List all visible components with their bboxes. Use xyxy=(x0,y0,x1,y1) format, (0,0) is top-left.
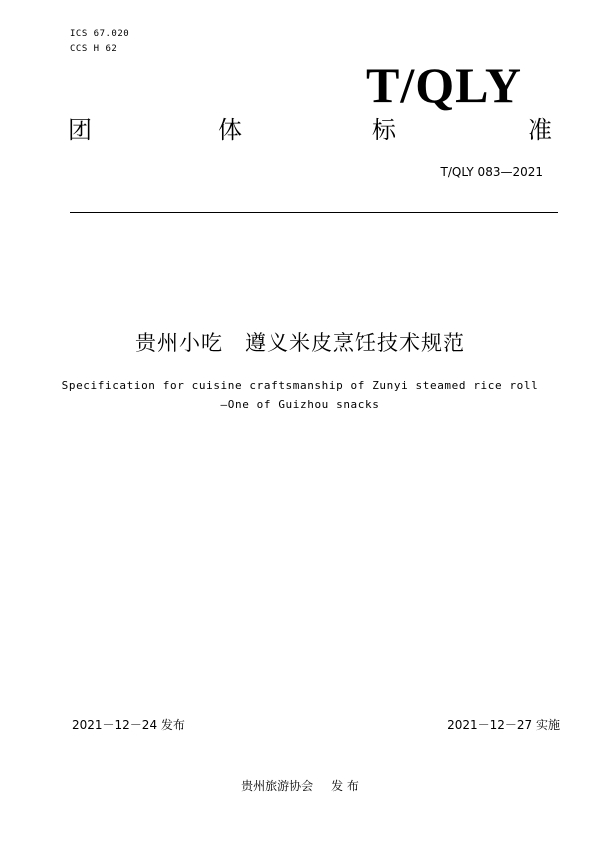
publish-date: 2021－12－24 发布 xyxy=(72,718,185,732)
implementation-date: 2021－12－27 实施 xyxy=(447,718,560,732)
category-char: 体 xyxy=(218,116,242,144)
category-char: 标 xyxy=(372,116,396,144)
issuer xyxy=(0,777,600,794)
ics-code: ICS 67.020 xyxy=(70,29,130,39)
header-divider xyxy=(70,212,558,213)
english-title-line2: —One of Guizhou snacks xyxy=(220,398,380,411)
chinese-title-part2: 遵义米皮烹饪技术规范 xyxy=(245,331,465,355)
chinese-title xyxy=(0,327,600,357)
standard-logo: T/QLY xyxy=(365,57,522,113)
category-char: 团 xyxy=(68,116,92,144)
category-char: 准 xyxy=(528,116,552,144)
chinese-title-part1: 贵州小吃 xyxy=(135,331,223,355)
standard-number: T/QLY 083—2021 xyxy=(440,165,543,179)
english-title-line1: Specification for cuisine craftsmanship of Zunyi steamed rice roll xyxy=(61,379,539,392)
ccs-code: CCS H 62 xyxy=(70,44,118,54)
issuer-action: 发 布 xyxy=(331,779,359,793)
issuer-name: 贵州旅游协会 xyxy=(241,779,314,793)
